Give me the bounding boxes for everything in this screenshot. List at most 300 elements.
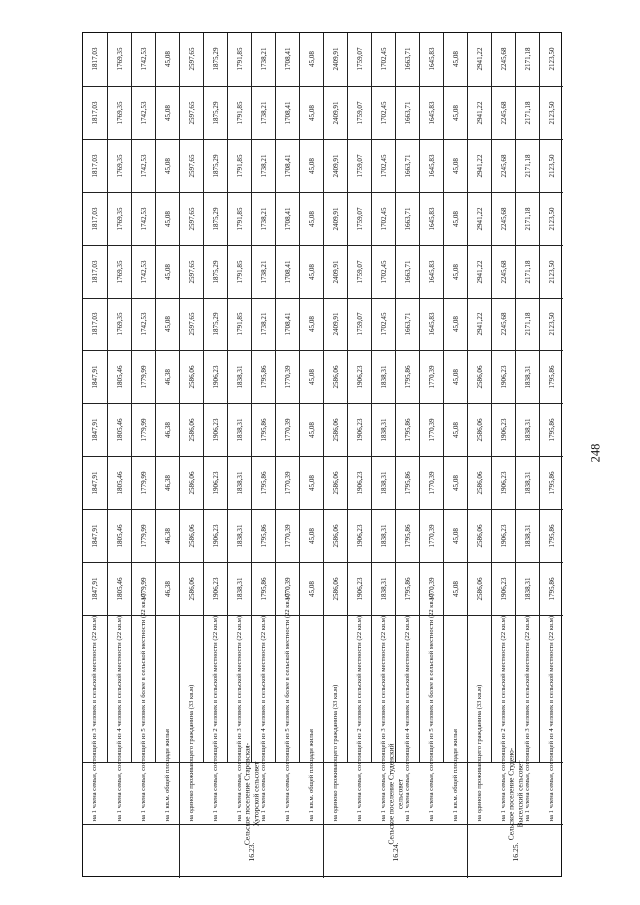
- value-text: 1875,29: [211, 154, 220, 178]
- value-text: 1875,29: [211, 47, 220, 71]
- value-cell: [83, 298, 107, 351]
- value-cell: [131, 33, 155, 86]
- value-cell: [227, 403, 251, 456]
- value-text: 1817,03: [91, 154, 99, 178]
- value-text: 1770,39: [427, 365, 436, 389]
- value-cell: [83, 192, 107, 245]
- value-text: 1795,86: [547, 524, 556, 548]
- value-text: 1738,21: [259, 260, 268, 284]
- value-cell: [347, 139, 371, 192]
- value-cell: [275, 245, 299, 298]
- value-cell: [395, 86, 419, 139]
- value-text: 1742,53: [139, 101, 148, 125]
- value-text: 1702,45: [379, 101, 388, 125]
- value-text: 46,38: [163, 422, 172, 439]
- value-text: 1906,23: [355, 524, 364, 548]
- row-number: 16.23.: [246, 842, 256, 861]
- value-cell: [227, 298, 251, 351]
- value-cell: [83, 456, 107, 509]
- value-text: 1738,21: [259, 101, 268, 125]
- value-cell: [419, 562, 443, 615]
- value-cell: [299, 456, 323, 509]
- value-text: 1779,99: [139, 365, 148, 389]
- value-cell: [107, 562, 131, 615]
- value-cell: [491, 350, 515, 403]
- value-text: 2409,91: [331, 312, 340, 337]
- value-text: 46,38: [163, 528, 172, 545]
- value-text: 1795,86: [547, 471, 556, 495]
- value-text: 1738,21: [259, 312, 268, 337]
- value-text: 1795,86: [403, 418, 412, 442]
- value-text: 2597,65: [187, 312, 196, 337]
- value-cell: [467, 86, 491, 139]
- value-cell: [179, 456, 203, 509]
- category-cell: [131, 593, 155, 822]
- value-cell: [491, 139, 515, 192]
- value-cell: [347, 86, 371, 139]
- value-cell: [203, 509, 227, 562]
- value-cell: [203, 33, 227, 86]
- value-cell: [131, 509, 155, 562]
- value-text: 1791,85: [235, 312, 244, 337]
- value-cell: [275, 33, 299, 86]
- value-text: 1779,99: [139, 524, 148, 548]
- value-text: 2597,65: [187, 47, 196, 71]
- value-cell: [299, 562, 323, 615]
- value-cell: [299, 509, 323, 562]
- value-text: 45,08: [451, 528, 460, 545]
- value-cell: [107, 139, 131, 192]
- value-text: 1708,41: [283, 312, 292, 337]
- value-text: 1817,03: [91, 312, 99, 337]
- value-cell: [347, 456, 371, 509]
- value-text: 45,08: [163, 316, 172, 333]
- value-cell: [131, 562, 155, 615]
- value-text: 2597,65: [187, 207, 196, 231]
- value-text: 1645,83: [427, 207, 436, 231]
- value-text: 1906,23: [499, 524, 508, 548]
- value-cell: [227, 245, 251, 298]
- value-cell: [515, 350, 539, 403]
- value-cell: [251, 403, 275, 456]
- value-cell: [275, 139, 299, 192]
- value-cell: [467, 139, 491, 192]
- value-cell: [179, 192, 203, 245]
- value-cell: [179, 298, 203, 351]
- category-text: на 1 члена семьи, состоящей из 3 человек в сельской местности (22 кв.м): [379, 615, 387, 822]
- value-text: 1663,71: [403, 154, 412, 178]
- value-cell: [275, 86, 299, 139]
- value-cell: [251, 33, 275, 86]
- value-cell: [347, 33, 371, 86]
- category-text: на 1 члена семьи, состоящей из 4 человек в сельской местности (22 кв.м): [259, 615, 267, 822]
- value-cell: [131, 86, 155, 139]
- value-cell: [275, 562, 299, 615]
- value-cell: [491, 33, 515, 86]
- value-text: 45,08: [163, 263, 172, 280]
- value-text: 1795,86: [547, 365, 556, 389]
- category-cell: [107, 615, 131, 822]
- value-text: 2941,22: [475, 101, 484, 125]
- row-number: 16.25.: [510, 842, 520, 861]
- value-text: 1906,23: [499, 365, 508, 389]
- value-cell: [539, 86, 563, 139]
- value-text: 1805,46: [115, 471, 124, 495]
- value-cell: [107, 245, 131, 298]
- page-number: 248: [588, 443, 603, 463]
- value-cell: [131, 245, 155, 298]
- value-text: 1795,86: [259, 365, 268, 389]
- value-text: 1838,31: [235, 471, 244, 495]
- value-cell: [323, 509, 347, 562]
- value-cell: [491, 403, 515, 456]
- value-text: 1791,85: [235, 101, 244, 125]
- value-cell: [491, 562, 515, 615]
- value-text: 1645,83: [427, 260, 436, 284]
- value-text: 1875,29: [211, 260, 220, 284]
- value-cell: [131, 403, 155, 456]
- value-cell: [395, 192, 419, 245]
- value-cell: [347, 350, 371, 403]
- value-text: 45,08: [307, 316, 316, 333]
- value-text: 1795,86: [403, 365, 412, 389]
- value-cell: [323, 245, 347, 298]
- category-cell: [419, 593, 443, 822]
- value-text: 1663,71: [403, 47, 412, 71]
- value-cell: [443, 509, 467, 562]
- value-cell: [179, 139, 203, 192]
- value-text: 2171,18: [523, 260, 532, 284]
- value-text: 1708,41: [283, 260, 292, 284]
- value-text: 1805,46: [115, 577, 124, 601]
- category-text: на 1 члена семьи, состоящей из 2 человек в сельской местности (22 кв.м): [355, 615, 363, 822]
- value-text: 1795,86: [547, 418, 556, 442]
- value-cell: [299, 139, 323, 192]
- value-text: 2941,22: [475, 207, 484, 231]
- value-text: 1791,85: [235, 47, 244, 71]
- value-cell: [419, 456, 443, 509]
- value-cell: [227, 86, 251, 139]
- value-text: 1779,99: [139, 471, 148, 495]
- value-text: 1738,21: [259, 207, 268, 231]
- value-cell: [179, 403, 203, 456]
- category-cell: [347, 615, 371, 822]
- value-text: 1663,71: [403, 312, 412, 337]
- value-text: 1906,23: [355, 365, 364, 389]
- value-text: 1708,41: [283, 47, 292, 71]
- value-text: 1817,03: [91, 47, 99, 71]
- value-text: 2586,06: [475, 365, 484, 389]
- value-cell: [323, 192, 347, 245]
- value-cell: [443, 33, 467, 86]
- value-text: 1906,23: [355, 418, 364, 442]
- value-cell: [539, 139, 563, 192]
- value-text: 1838,31: [235, 365, 244, 389]
- value-text: 1738,21: [259, 47, 268, 71]
- value-text: 2941,22: [475, 47, 484, 71]
- value-cell: [371, 509, 395, 562]
- value-cell: [371, 403, 395, 456]
- value-cell: [131, 192, 155, 245]
- value-cell: [395, 509, 419, 562]
- value-text: 1769,35: [115, 260, 124, 284]
- value-cell: [443, 298, 467, 351]
- rates-table: [82, 32, 562, 877]
- value-text: 1838,31: [379, 418, 388, 442]
- value-cell: [251, 562, 275, 615]
- value-cell: [107, 456, 131, 509]
- value-text: 1906,23: [355, 471, 364, 495]
- value-cell: [83, 562, 107, 615]
- value-text: 1817,03: [91, 207, 99, 231]
- value-cell: [491, 298, 515, 351]
- value-cell: [83, 509, 107, 562]
- value-cell: [299, 192, 323, 245]
- value-cell: [323, 403, 347, 456]
- value-cell: [419, 33, 443, 86]
- value-cell: [395, 403, 419, 456]
- value-cell: [419, 192, 443, 245]
- value-text: 1847,91: [91, 471, 99, 495]
- category-cell: [275, 593, 299, 822]
- value-text: 1759,07: [355, 101, 364, 125]
- value-text: 45,08: [163, 51, 172, 68]
- category-cell: [251, 615, 275, 822]
- value-cell: [467, 350, 491, 403]
- value-cell: [443, 192, 467, 245]
- value-cell: [539, 403, 563, 456]
- category-text: на 1 члена семьи, состоящей из 4 человек в сельской местности (22 кв.м): [403, 615, 411, 822]
- value-text: 1645,83: [427, 101, 436, 125]
- settlement-name: Сельское поселение Студено-Выселский сельсовет: [505, 747, 524, 840]
- value-text: 2586,06: [331, 365, 340, 389]
- value-text: 1906,23: [211, 524, 220, 548]
- value-cell: [347, 298, 371, 351]
- value-cell: [467, 562, 491, 615]
- value-text: 1838,31: [523, 365, 532, 389]
- value-cell: [539, 245, 563, 298]
- value-text: 1847,91: [91, 418, 99, 442]
- value-text: 2245,68: [499, 154, 508, 178]
- value-cell: [107, 86, 131, 139]
- value-text: 45,08: [307, 422, 316, 439]
- value-cell: [155, 33, 179, 86]
- value-text: 2409,91: [331, 101, 340, 125]
- value-text: 1702,45: [379, 154, 388, 178]
- value-cell: [515, 33, 539, 86]
- value-cell: [539, 456, 563, 509]
- value-cell: [179, 350, 203, 403]
- value-text: 1759,07: [355, 260, 364, 284]
- value-cell: [203, 562, 227, 615]
- value-text: 2123,50: [547, 47, 556, 71]
- value-text: 1838,31: [523, 524, 532, 548]
- value-text: 1770,39: [427, 471, 436, 495]
- value-text: 1742,53: [139, 207, 148, 231]
- value-text: 1805,46: [115, 524, 124, 548]
- value-cell: [371, 298, 395, 351]
- value-cell: [371, 245, 395, 298]
- value-text: 1770,39: [283, 524, 292, 548]
- value-text: 1663,71: [403, 260, 412, 284]
- value-cell: [107, 192, 131, 245]
- value-text: 45,08: [307, 104, 316, 121]
- value-cell: [539, 33, 563, 86]
- value-text: 1779,99: [139, 577, 148, 601]
- value-text: 1769,35: [115, 312, 124, 337]
- value-cell: [539, 509, 563, 562]
- value-text: 1795,86: [403, 577, 412, 601]
- value-text: 1795,86: [259, 471, 268, 495]
- value-cell: [395, 245, 419, 298]
- value-text: 1770,39: [283, 471, 292, 495]
- value-cell: [323, 86, 347, 139]
- value-cell: [539, 562, 563, 615]
- value-cell: [227, 139, 251, 192]
- value-text: 1906,23: [211, 577, 220, 601]
- value-text: 2171,18: [523, 207, 532, 231]
- value-cell: [467, 298, 491, 351]
- value-cell: [275, 298, 299, 351]
- value-cell: [371, 562, 395, 615]
- value-cell: [275, 509, 299, 562]
- value-text: 1838,31: [523, 418, 532, 442]
- value-cell: [275, 192, 299, 245]
- value-text: 1795,86: [547, 577, 556, 601]
- category-cell: [299, 615, 323, 822]
- value-cell: [155, 562, 179, 615]
- value-cell: [83, 350, 107, 403]
- value-text: 2586,06: [475, 577, 484, 601]
- category-text: на одиноко проживающего гражданина (33 кв.м): [475, 684, 483, 822]
- value-text: 1906,23: [355, 577, 364, 601]
- value-cell: [515, 562, 539, 615]
- category-text: на 1 члена семьи, состоящей из 3 человек в сельской местности (22 кв.м): [91, 615, 99, 822]
- category-text: на 1 члена семьи, состоящей из 5 человек и более в сельской местности (22 кв.м): [139, 593, 147, 822]
- category-text: на 1 члена семьи, состоящей из 2 человек в сельской местности (22 кв.м): [499, 615, 507, 822]
- value-text: 1906,23: [499, 418, 508, 442]
- value-text: 1770,39: [427, 418, 436, 442]
- value-text: 2123,50: [547, 207, 556, 231]
- value-text: 1742,53: [139, 154, 148, 178]
- value-cell: [131, 298, 155, 351]
- category-cell: [467, 615, 491, 822]
- category-cell: [227, 615, 251, 822]
- value-cell: [275, 456, 299, 509]
- category-cell: [491, 615, 515, 822]
- settlement-name: Сельское поселение Студенский сельсовет: [385, 743, 404, 844]
- value-cell: [491, 86, 515, 139]
- category-cell: [203, 615, 227, 822]
- value-text: 46,38: [163, 475, 172, 492]
- value-text: 2586,06: [331, 418, 340, 442]
- value-text: 45,08: [307, 263, 316, 280]
- value-text: 2586,06: [187, 365, 196, 389]
- value-text: 1759,07: [355, 154, 364, 178]
- value-text: 1770,39: [427, 524, 436, 548]
- value-cell: [203, 403, 227, 456]
- value-text: 1847,91: [91, 365, 99, 389]
- value-text: 1906,23: [499, 471, 508, 495]
- value-cell: [179, 562, 203, 615]
- settlement-name: Сельское поселение Старовская-Хуторской сельсовет: [241, 742, 260, 845]
- value-cell: [419, 403, 443, 456]
- value-text: 2586,06: [475, 418, 484, 442]
- value-text: 1779,99: [139, 418, 148, 442]
- value-text: 2941,22: [475, 312, 484, 337]
- value-text: 45,08: [307, 157, 316, 174]
- value-text: 45,08: [307, 581, 316, 598]
- value-cell: [467, 403, 491, 456]
- value-cell: [299, 86, 323, 139]
- value-cell: [467, 509, 491, 562]
- value-cell: [251, 192, 275, 245]
- value-cell: [203, 86, 227, 139]
- value-text: 1795,86: [259, 524, 268, 548]
- value-text: 1838,31: [379, 471, 388, 495]
- value-cell: [299, 403, 323, 456]
- value-text: 1791,85: [235, 154, 244, 178]
- value-cell: [347, 562, 371, 615]
- value-text: 2941,22: [475, 154, 484, 178]
- value-cell: [443, 562, 467, 615]
- value-text: 1742,53: [139, 260, 148, 284]
- value-text: 1838,31: [523, 577, 532, 601]
- value-text: 45,08: [163, 104, 172, 121]
- value-cell: [203, 350, 227, 403]
- value-cell: [251, 86, 275, 139]
- value-text: 1838,31: [235, 418, 244, 442]
- value-text: 2941,22: [475, 260, 484, 284]
- value-text: 1770,39: [283, 577, 292, 601]
- value-cell: [227, 33, 251, 86]
- value-text: 1795,86: [259, 418, 268, 442]
- value-text: 1645,83: [427, 312, 436, 337]
- value-cell: [515, 139, 539, 192]
- value-text: 1791,85: [235, 207, 244, 231]
- value-cell: [395, 350, 419, 403]
- category-text: на 1 члена семьи, состоящей из 5 человек и более в сельской местности (22 кв.м): [283, 593, 291, 822]
- category-cell: [323, 615, 347, 822]
- category-cell: [395, 615, 419, 822]
- value-text: 1759,07: [355, 47, 364, 71]
- value-cell: [515, 192, 539, 245]
- category-cell: [515, 615, 539, 822]
- value-cell: [395, 456, 419, 509]
- value-text: 1645,83: [427, 47, 436, 71]
- value-text: 1769,35: [115, 154, 124, 178]
- value-cell: [155, 509, 179, 562]
- value-text: 1906,23: [211, 471, 220, 495]
- value-text: 1645,83: [427, 154, 436, 178]
- value-cell: [371, 456, 395, 509]
- value-cell: [251, 509, 275, 562]
- value-cell: [203, 456, 227, 509]
- value-text: 1738,21: [259, 154, 268, 178]
- value-text: 45,08: [451, 104, 460, 121]
- value-text: 1702,45: [379, 207, 388, 231]
- value-cell: [443, 86, 467, 139]
- category-text: на 1 члена семьи, состоящей из 5 человек и более в сельской местности (22 кв.м): [427, 593, 435, 822]
- value-cell: [179, 509, 203, 562]
- category-text: на 1 кв.м. общей площади жилья: [163, 729, 171, 822]
- value-text: 1906,23: [499, 577, 508, 601]
- value-cell: [491, 456, 515, 509]
- value-cell: [395, 33, 419, 86]
- value-cell: [371, 33, 395, 86]
- value-cell: [515, 298, 539, 351]
- category-cell: [539, 615, 563, 822]
